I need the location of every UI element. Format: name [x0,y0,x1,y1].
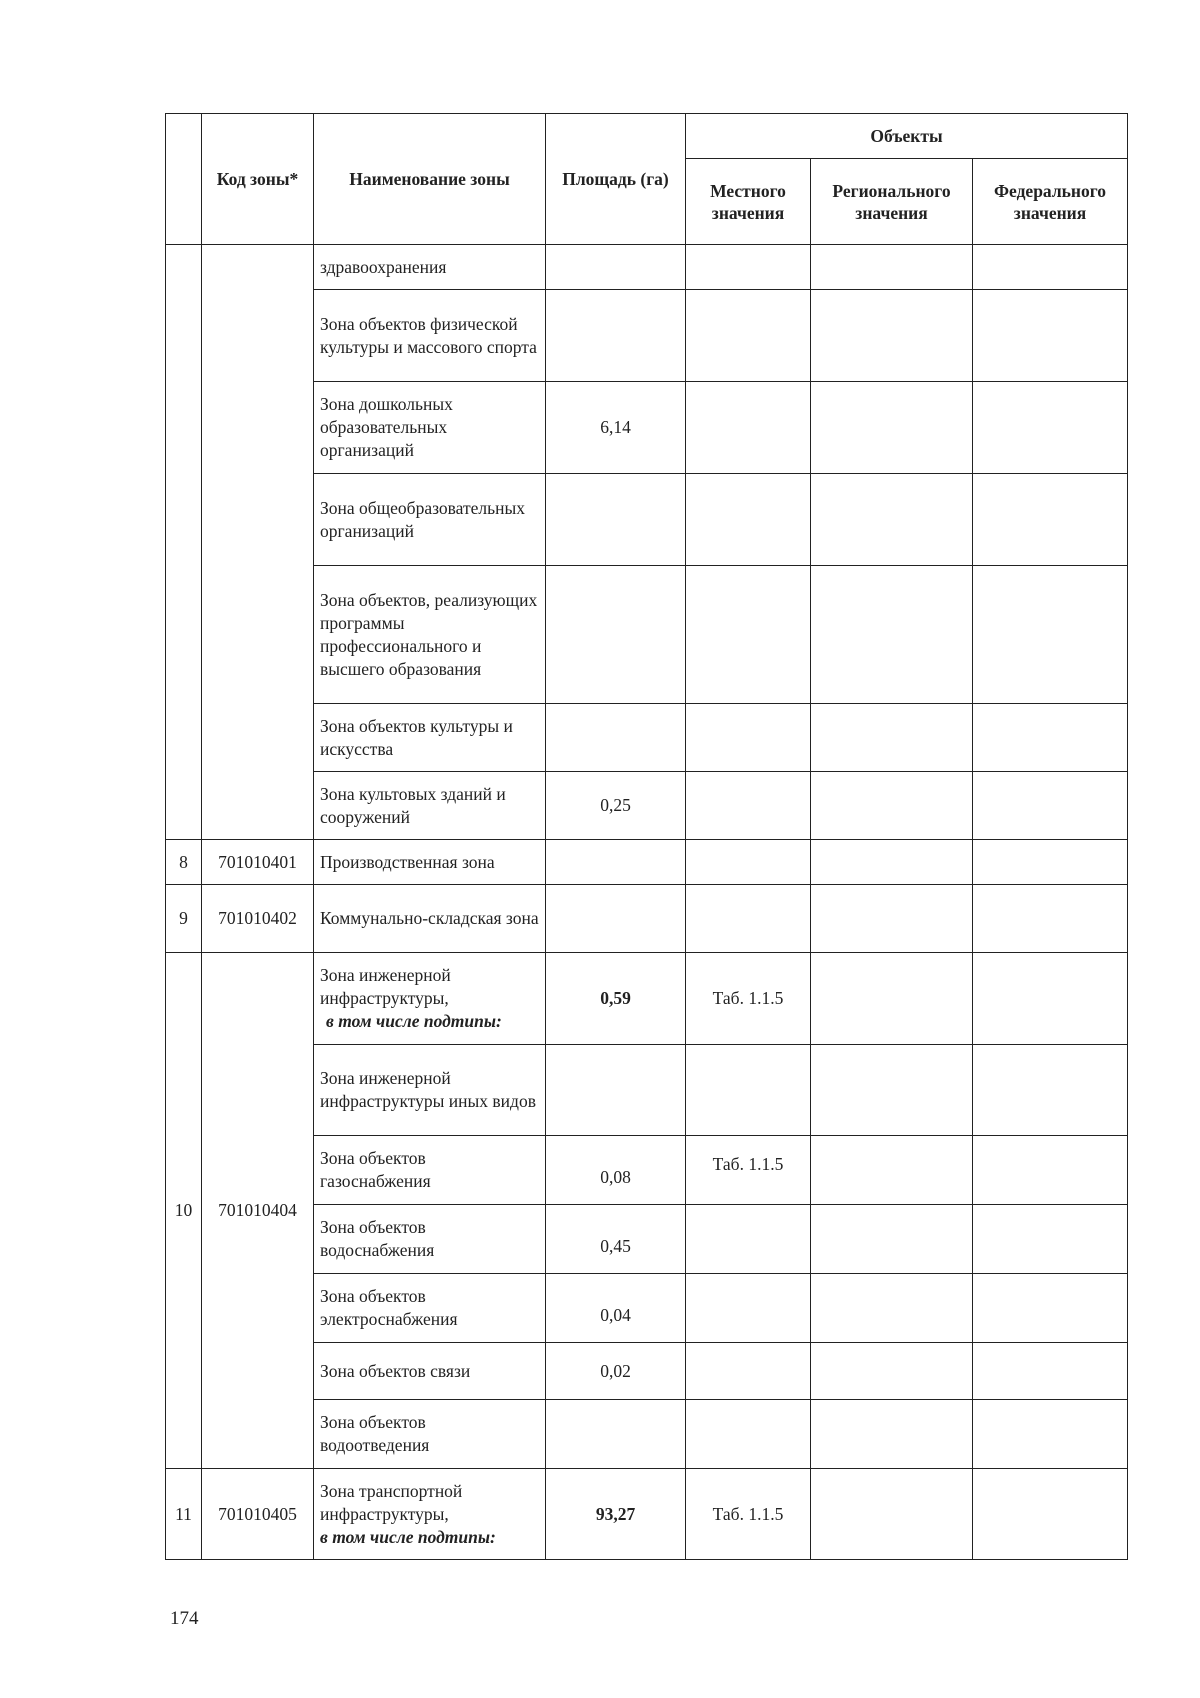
regional-cell [811,840,973,885]
zone-name-cell: Зона объектов культуры и искусства [314,704,546,772]
local-cell [686,772,811,840]
area-cell: 0,45 [546,1205,686,1274]
regional-cell [811,382,973,474]
federal-cell [973,704,1128,772]
federal-cell [973,885,1128,953]
federal-cell [973,245,1128,290]
regional-cell [811,566,973,704]
area-cell: 0,25 [546,772,686,840]
zone-name-text: Зона инженерной инфраструктуры, [320,965,451,1008]
zone-name-cell: Коммунально-складская зона [314,885,546,953]
zone-code-cell: 701010401 [202,840,314,885]
federal-cell [973,1045,1128,1136]
area-cell [546,885,686,953]
area-cell [546,566,686,704]
zone-subtypes-note: в том числе подтипы: [320,1526,496,1547]
local-cell: Таб. 1.1.5 [686,953,811,1045]
zone-subtypes-note: в том числе подтипы: [326,1011,502,1031]
local-cell [686,885,811,953]
local-cell [686,1343,811,1400]
area-cell: 6,14 [546,382,686,474]
federal-cell [973,1343,1128,1400]
local-cell: Таб. 1.1.5 [686,1136,811,1205]
header-federal: Федерального значения [973,159,1128,245]
row-num-cell: 8 [166,840,202,885]
zone-name-cell: Зона объектов водоснабжения [314,1205,546,1274]
area-cell: 0,59 [546,953,686,1045]
federal-cell [973,290,1128,382]
local-cell [686,566,811,704]
zone-code-cell: 701010402 [202,885,314,953]
federal-cell [973,772,1128,840]
local-cell [686,290,811,382]
table-row [166,840,1128,885]
local-cell [686,704,811,772]
federal-cell [973,1274,1128,1343]
zone-code-cell: 701010405 [202,1469,314,1560]
zone-name-cell: Зона объектов электроснабжения [314,1274,546,1343]
row-num-cell: 11 [166,1469,202,1560]
local-cell [686,1045,811,1136]
area-cell [546,1400,686,1469]
regional-cell [811,1274,973,1343]
zone-name-cell: Производственная зона [314,840,546,885]
zone-name-cell: Зона культовых зданий и сооружений [314,772,546,840]
zone-name-cell [314,953,546,1045]
regional-cell [811,1400,973,1469]
zones-table [165,113,1128,1560]
local-cell [686,474,811,566]
regional-cell [811,1343,973,1400]
table-row [166,245,1128,290]
regional-cell [811,1045,973,1136]
federal-cell [973,840,1128,885]
regional-cell [811,704,973,772]
table-row [166,885,1128,953]
regional-cell [811,245,973,290]
federal-cell [973,566,1128,704]
header-objects: Объекты [686,114,1128,159]
zone-name-text: Зона транспортной инфраструктуры, [320,1480,463,1524]
area-cell [546,704,686,772]
area-cell: 93,27 [546,1469,686,1560]
regional-cell [811,1205,973,1274]
area-cell: 0,08 [546,1136,686,1205]
zone-name-cell: Зона объектов газоснабжения [314,1136,546,1205]
header-num [166,114,202,245]
local-cell [686,840,811,885]
regional-cell [811,474,973,566]
area-cell [546,1045,686,1136]
federal-cell [973,1205,1128,1274]
local-cell: Таб. 1.1.5 [686,1469,811,1560]
zone-code-cell: 701010404 [202,953,314,1469]
zone-name-cell: Зона объектов водоотведения [314,1400,546,1469]
local-cell [686,1205,811,1274]
federal-cell [973,953,1128,1045]
area-cell [546,474,686,566]
header-local: Местного значения [686,159,811,245]
zone-name-cell: Зона инженерной инфраструктуры иных видов [314,1045,546,1136]
regional-cell [811,1469,973,1560]
local-cell [686,382,811,474]
header-regional: Регионального значения [811,159,973,245]
federal-cell [973,1469,1128,1560]
header-area: Площадь (га) [546,114,686,245]
header-zone-name: Наименование зоны [314,114,546,245]
zone-name-cell: Зона объектов связи [314,1343,546,1400]
regional-cell [811,885,973,953]
table-row [166,1469,1128,1560]
page-number: 174 [170,1608,199,1629]
zone-name-cell [314,1469,546,1560]
table-row [166,953,1128,1045]
row-num-cell [166,245,202,840]
area-cell [546,840,686,885]
regional-cell [811,290,973,382]
area-cell [546,245,686,290]
header-zone-code: Код зоны* [202,114,314,245]
federal-cell [973,474,1128,566]
area-cell [546,290,686,382]
local-cell [686,1274,811,1343]
row-num-cell: 9 [166,885,202,953]
regional-cell [811,953,973,1045]
local-cell [686,245,811,290]
zone-name-cell: Зона дошкольных образовательных организаций [314,382,546,474]
regional-cell [811,1136,973,1205]
zone-name-cell: здравоохранения [314,245,546,290]
regional-cell [811,772,973,840]
federal-cell [973,1136,1128,1205]
local-cell [686,1400,811,1469]
row-num-cell: 10 [166,953,202,1469]
zone-name-cell: Зона общеобразовательных организаций [314,474,546,566]
zone-name-cell: Зона объектов физической культуры и массового спорта [314,290,546,382]
zone-code-cell [202,245,314,840]
federal-cell [973,382,1128,474]
area-cell: 0,02 [546,1343,686,1400]
federal-cell [973,1400,1128,1469]
zone-name-cell: Зона объектов, реализующих программы профессионального и высшего образования [314,566,546,704]
area-cell: 0,04 [546,1274,686,1343]
